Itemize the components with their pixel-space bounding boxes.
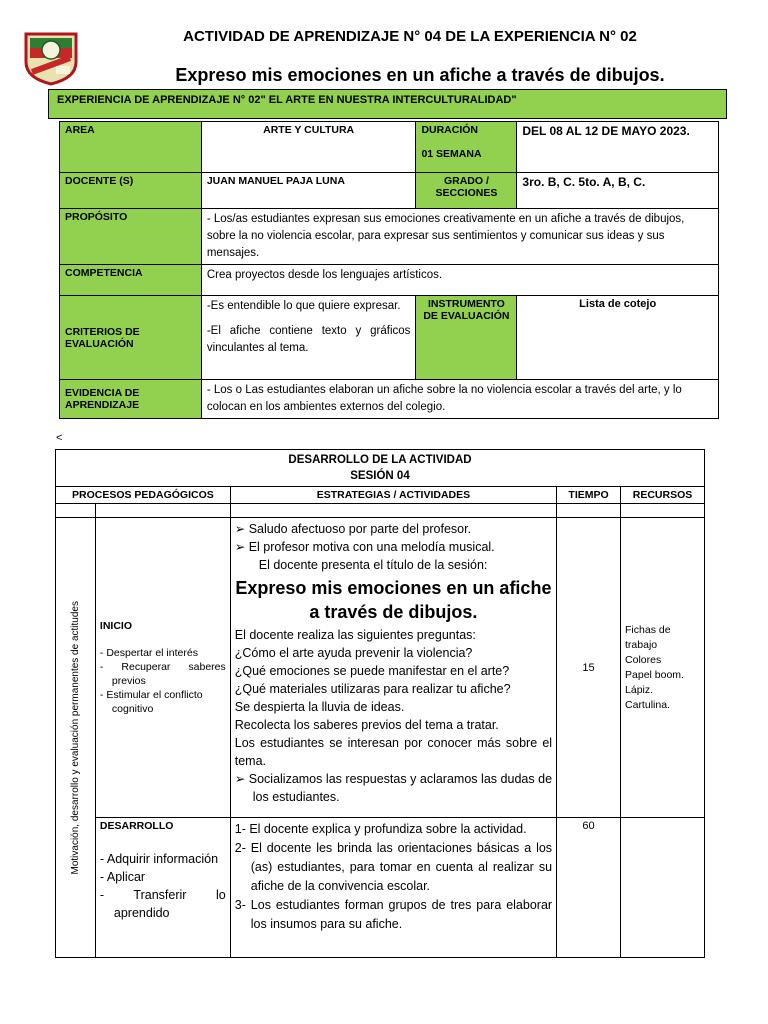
criterios-cell [201, 296, 416, 380]
criterio-1: -Es entendible lo que quiere expresar. [206, 300, 401, 312]
vertical-label: Motivación, desarrollo y evaluación permanentes de actitudes [69, 600, 81, 875]
criterio-2: -El afiche contiene texto y gráficos vinculantes al tema. [206, 325, 411, 354]
fecha-value: DEL 08 AL 12 DE MAYO 2023. [517, 122, 719, 173]
inicio-item: - Recuperar saberes previos [112, 660, 226, 688]
activity-line: Recolecta los saberes previos del tema a tratar. [234, 718, 499, 732]
vertical-label-cell [56, 518, 96, 958]
inicio-recursos [621, 518, 705, 818]
desarrollo-item: - Adquirir información [114, 850, 226, 868]
col-estrategias: ESTRATEGIAS / ACTIVIDADES [230, 487, 556, 504]
recurso-item: Fichas de trabajo [625, 623, 671, 651]
desarrollo-recursos [621, 818, 705, 958]
desarrollo-items [100, 850, 226, 922]
competencia-label: COMPETENCIA [60, 265, 202, 296]
development-heading [56, 450, 705, 487]
activity-line: Se despierta la lluvia de ideas. [234, 700, 405, 714]
activity-arrow-1: ➢ Saludo afectuoso por parte del profesor. [234, 522, 472, 536]
duracion-value: 01 SEMANA [421, 148, 482, 160]
proposito-value: - Los/as estudiantes expresan sus emociones creativamente en un afiche a través de dibujos, sobre la no violencia escolar, para expresar sus sentimientos y comunicar sus ideas y sus mensajes. [201, 209, 718, 265]
col-tiempo: TIEMPO [557, 487, 621, 504]
activity-arrow-3: ➢ Socializamos las respuestas y aclaramos las dudas de los estudiantes. [234, 772, 553, 804]
duracion-cell [416, 122, 517, 173]
duracion-label: DURACIÓN [421, 124, 479, 136]
area-value: ARTE Y CULTURA [201, 122, 416, 173]
desarrollo-steps [235, 820, 552, 934]
col-procesos: PROCESOS PEDAGÓGICOS [56, 487, 231, 504]
stray-mark: < [56, 432, 63, 444]
activity-arrow-2: ➢ El profesor motiva con una melodía musical. [234, 540, 495, 554]
development-title: DESARROLLO DE LA ACTIVIDAD [288, 454, 472, 466]
desarrollo-step: 1- El docente explica y profundiza sobre la actividad. [234, 822, 527, 836]
desarrollo-step: 3- Los estudiantes forman grupos de tres para elaborar los insumos para su afiche. [234, 898, 553, 931]
inicio-items [100, 646, 226, 716]
competencia-value: Crea proyectos desde los lenguajes artísticos. [201, 265, 718, 296]
grado-label: GRADO / SECCIONES [416, 173, 517, 209]
desarrollo-step: 2- El docente les brinda las orientaciones básicas a los (as) estudiantes, para tomar en cuenta al realizar su afiche de la convivencia escolar. [234, 841, 553, 893]
docente-value: JUAN MANUEL PAJA LUNA [201, 173, 416, 209]
col-recursos: RECURSOS [621, 487, 705, 504]
inicio-item: - Despertar el interés [112, 646, 226, 660]
inicio-label: INICIO [99, 619, 132, 632]
criterios-label: CRITERIOS DE EVALUACIÓN [60, 296, 202, 380]
activity-line: El docente realiza las siguientes preguntas: [234, 628, 476, 642]
activity-title: ACTIVIDAD DE APRENDIZAJE N° 04 DE LA EXPERIENCIA N° 02 [183, 28, 637, 45]
desarrollo-item: - Transferir lo aprendido [114, 886, 226, 922]
evidencia-label: EVIDENCIA DE APRENDIZAJE [60, 380, 202, 419]
school-crest-logo [22, 28, 80, 86]
inicio-tiempo: 15 [557, 518, 621, 818]
session-big-title: Expreso mis emociones en un afiche a través de dibujos. [235, 578, 552, 622]
desarrollo-cell [95, 818, 230, 958]
desarrollo-activities [230, 818, 556, 958]
recurso-item: Lápiz. [625, 683, 654, 696]
instrumento-label: INSTRUMENTO DE EVALUACIÓN [416, 296, 517, 380]
recurso-item: Papel boom. [625, 668, 684, 681]
activity-line: Los estudiantes se interesan por conocer más sobre el tema. [234, 736, 553, 768]
recurso-item: Cartulina. [625, 698, 670, 711]
area-label: AREA [60, 122, 202, 173]
inicio-cell [95, 518, 230, 818]
development-table [55, 449, 705, 958]
proposito-label: PROPÓSITO [60, 209, 202, 265]
activity-line: ¿Qué materiales utilizaras para realizar tu afiche? [234, 682, 511, 696]
evidencia-value: - Los o Las estudiantes elaboran un afiche sobre la no violencia escolar a través del arte, y lo colocan en los ambientes externos del colegio. [201, 380, 718, 419]
activity-line: ¿Cómo el arte ayuda prevenir la violencia? [234, 646, 473, 660]
activity-subtitle: Expreso mis emociones en un afiche a través de dibujos. [175, 65, 665, 85]
desarrollo-label: DESARROLLO [99, 820, 174, 832]
session-number: SESIÓN 04 [350, 470, 410, 482]
docente-label: DOCENTE (S) [60, 173, 202, 209]
presenta-line: El docente presenta el título de la sesión: [258, 558, 488, 572]
desarrollo-tiempo: 60 [557, 818, 621, 958]
inicio-item: - Estimular el conflicto cognitivo [112, 688, 226, 716]
recurso-item: Colores [625, 653, 662, 666]
instrumento-value: Lista de cotejo [517, 296, 719, 380]
activity-line: ¿Qué emociones se puede manifestar en el arte? [234, 664, 510, 678]
inicio-activities [230, 518, 556, 818]
info-table [59, 121, 719, 419]
experience-bar: EXPERIENCIA DE APRENDIZAJE N° 02" EL ARTE EN NUESTRA INTERCULTURALIDAD" [48, 89, 727, 119]
desarrollo-item: - Aplicar [114, 868, 226, 886]
grado-value: 3ro. B, C. 5to. A, B, C. [517, 173, 719, 209]
